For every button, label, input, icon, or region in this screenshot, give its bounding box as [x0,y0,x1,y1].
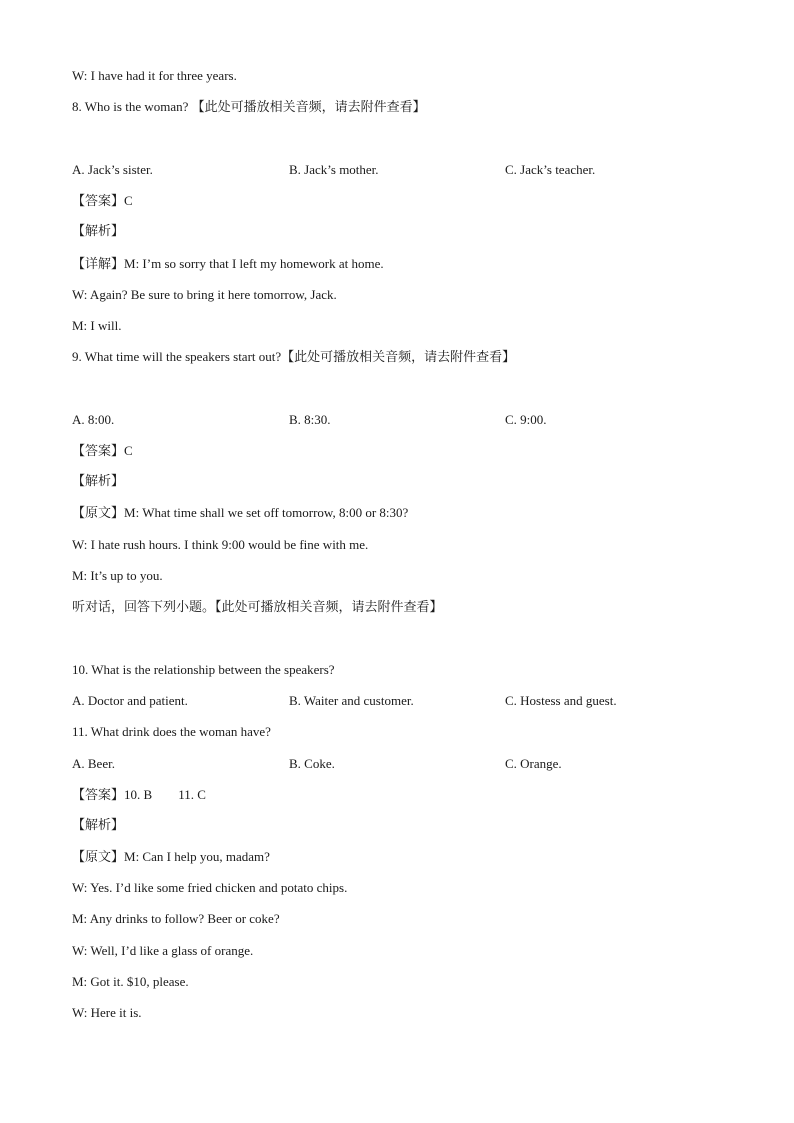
instruction-text: 听对话，回答下列小题。 [72,600,216,615]
option-a: A. Beer. [72,756,115,771]
question-10: 10. What is the relationship between the speakers? [72,662,335,677]
answer-label: 【答案】 [72,444,125,459]
original-text-label: 【原文】 [72,850,125,865]
answer-11: 11. C [178,787,206,802]
option-a: A. Jack’s sister. [72,162,153,177]
analysis-label: 【解析】 [72,474,125,489]
dialogue-line: W: I hate rush hours. I think 9:00 would be fine with me. [72,537,369,552]
answer-10-11 [72,787,206,804]
question-text: 9. What time will the speakers start out? [72,349,282,364]
option-b: B. Jack’s mother. [289,162,379,177]
audio-note: 【此处可播放相关音频，请去附件查看】 [215,600,443,615]
dialogue-text: M: Can I help you, madam? [124,849,270,864]
dialogue-line: W: Here it is. [72,1005,142,1020]
option-b: B. Coke. [289,756,335,771]
question-9 [72,349,515,366]
dialogue-text: M: What time shall we set off tomorrow, 8:00 or 8:30? [124,505,409,520]
option-c: C. Orange. [505,756,562,771]
answer-value: C [124,443,133,458]
dialogue-text: M: I’m so sorry that I left my homework at home. [124,256,384,271]
answer-9 [72,443,133,460]
original-text-line [72,849,270,866]
question-11: 11. What drink does the woman have? [72,724,271,739]
detail-line [72,256,384,273]
dialogue-line: M: It’s up to you. [72,568,163,583]
listening-instruction [72,599,443,616]
option-c: C. 9:00. [505,412,547,427]
dialogue-line: W: Well, I’d like a glass of orange. [72,943,254,958]
option-a: A. Doctor and patient. [72,693,188,708]
dialogue-line: M: I will. [72,318,122,333]
audio-note: 【此处可播放相关音频，请去附件查看】 [191,100,426,115]
analysis-label: 【解析】 [72,818,125,833]
dialogue-line: M: Got it. $10, please. [72,974,189,989]
analysis-label: 【解析】 [72,224,125,239]
original-text-label: 【原文】 [72,506,125,521]
option-c: C. Jack’s teacher. [505,162,596,177]
option-c: C. Hostess and guest. [505,693,617,708]
dialogue-line: W: I have had it for three years. [72,68,237,83]
dialogue-line: W: Yes. I’d like some fried chicken and potato chips. [72,880,348,895]
answer-8 [72,193,133,210]
option-b: B. Waiter and customer. [289,693,414,708]
answer-value: C [124,193,133,208]
dialogue-line: W: Again? Be sure to bring it here tomorrow, Jack. [72,287,337,302]
answer-label: 【答案】 [72,194,125,209]
question-8 [72,99,426,116]
option-b: B. 8:30. [289,412,331,427]
original-text-line [72,505,408,522]
detail-label: 【详解】 [72,257,125,272]
audio-note: 【此处可播放相关音频，请去附件查看】 [281,350,516,365]
dialogue-line: M: Any drinks to follow? Beer or coke? [72,911,280,926]
question-text: 8. Who is the woman? [72,99,189,114]
option-a: A. 8:00. [72,412,115,427]
answer-10: 10. B [124,787,153,802]
answer-label: 【答案】 [72,788,125,803]
